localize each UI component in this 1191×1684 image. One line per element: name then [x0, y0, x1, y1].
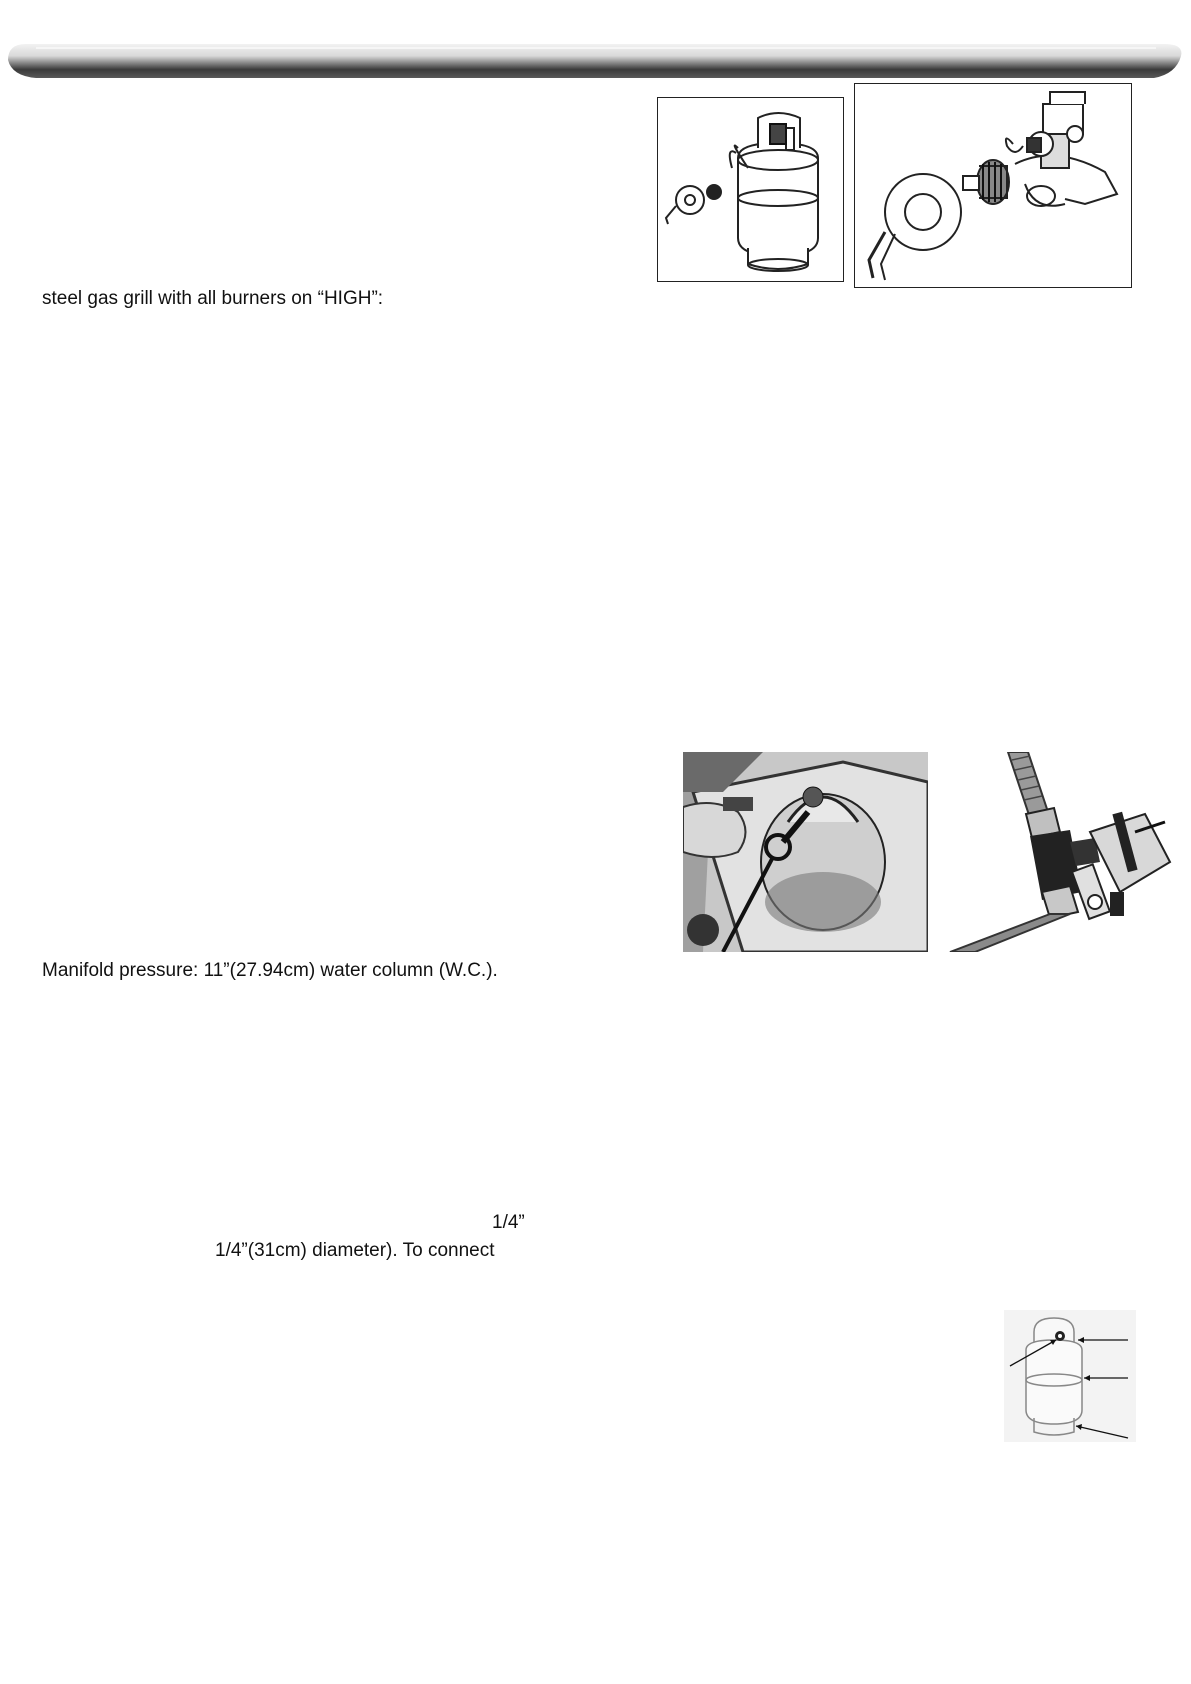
diameter-text: 1/4”(31cm) diameter). To connect [215, 1240, 495, 1261]
tank-in-cart-figure [683, 752, 928, 952]
quarter-inch-text: 1/4” [492, 1212, 525, 1233]
manifold-pressure-text: Manifold pressure: 11”(27.94cm) water column (W.C.). [42, 960, 498, 981]
header-bar [6, 42, 1184, 82]
tank-valve-exploded-illustration [658, 98, 842, 280]
valve-closeup-illustration [855, 84, 1130, 286]
tank-in-cart-illustration [683, 752, 928, 952]
hose-fitting-figure [930, 752, 1175, 952]
tank-labeled-illustration [1004, 1310, 1136, 1442]
valve-coupling-figure [854, 83, 1132, 288]
hose-tee-illustration [930, 752, 1175, 952]
tank-labeled-figure [1004, 1310, 1136, 1442]
tank-regulator-figure [657, 97, 844, 282]
grill-burners-text: steel gas grill with all burners on “HIGH”: [42, 288, 384, 309]
